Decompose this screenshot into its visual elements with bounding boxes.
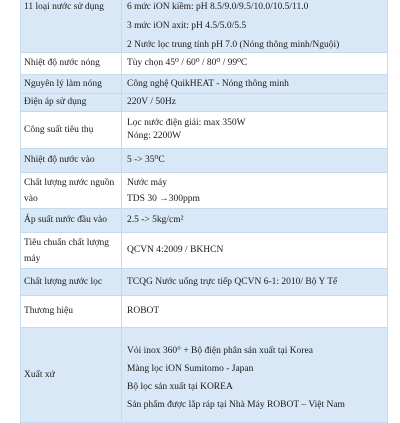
row-label: Nguyên lý làm nóng	[21, 75, 122, 94]
spec-table	[20, 0, 388, 423]
row-label: Thương hiệu	[21, 296, 122, 328]
row-value	[122, 75, 388, 94]
value-line: 3 mức iON axit: pH 4.5/5.0/5.5	[127, 21, 247, 31]
row-value	[122, 94, 388, 112]
row-value	[122, 112, 388, 149]
row-value	[122, 328, 388, 423]
value-line: Công nghệ QuikHEAT - Nóng thông minh	[127, 78, 289, 89]
table-row	[21, 173, 388, 209]
row-value	[122, 0, 388, 53]
table-row	[21, 94, 388, 112]
value-line: Vỏi inox 360° + Bộ điện phân sản xuất tại Korea	[127, 346, 313, 356]
table-row	[21, 75, 388, 94]
value-line: Nước máy	[127, 177, 167, 188]
table-row	[21, 149, 388, 173]
row-label: Xuất xứ	[21, 328, 122, 423]
value-line: 2.5 -> 5kg/cm²	[127, 215, 184, 225]
label-line: Tiêu chuẩn chất lượng	[24, 237, 110, 248]
label-line: Chất lượng nước nguồn	[24, 177, 115, 188]
table-row	[21, 296, 388, 328]
table-row	[21, 209, 388, 233]
label-line: máy	[24, 253, 41, 264]
row-value	[122, 173, 388, 209]
value-line: 2 Nước lọc trung tính pH 7.0 (Nóng thông minh/Nguội)	[127, 40, 340, 50]
table-row	[21, 53, 388, 75]
row-label: Nhiệt độ nước nóng	[21, 53, 122, 75]
row-value	[122, 209, 388, 233]
value-line: TCQG Nước uống trực tiếp QCVN 6-1: 2010/ Bộ Y Tế	[127, 276, 338, 287]
row-value	[122, 269, 388, 296]
table-row	[21, 233, 388, 269]
value-line: Bộ lọc sản xuất tại KOREA	[127, 382, 233, 392]
row-value	[122, 296, 388, 328]
value-line: Màng lọc iON Sumitomo - Japan	[127, 364, 254, 374]
row-value	[122, 149, 388, 173]
value-line: ROBOT	[127, 306, 160, 316]
row-label: Công suất tiêu thụ	[21, 112, 122, 149]
row-label: Nhiệt độ nước vào	[21, 149, 122, 173]
table-row	[21, 328, 388, 423]
row-label	[21, 233, 122, 269]
row-label: Điện áp sử dụng	[21, 94, 122, 112]
label-line: vào	[24, 193, 38, 204]
table-row	[21, 269, 388, 296]
value-line: TDS 30 →300ppm	[127, 193, 200, 204]
value-line: Lọc nước điện giải: max 350W	[127, 118, 246, 128]
value-line: QCVN 4:2009 / BKHCN	[127, 245, 224, 255]
value-line: 5 -> 35⁰C	[127, 155, 165, 165]
row-label: Áp suất nước đầu vào	[21, 209, 122, 233]
table-row	[21, 112, 388, 149]
table-row	[21, 0, 388, 53]
value-line: 6 mức iON kiềm: pH 8.5/9.0/9.5/10.0/10.5/11.0	[127, 2, 309, 12]
value-line: Tùy chọn 45⁰ / 60⁰ / 80⁰ / 99⁰C	[127, 58, 248, 68]
value-line: Sản phẩm được lắp ráp tại Nhà Máy ROBOT – Việt Nam	[127, 400, 345, 410]
row-label: 11 loại nước sử dụng	[21, 0, 122, 53]
value-line: Nóng: 2200W	[127, 131, 182, 141]
row-value	[122, 233, 388, 269]
value-line: 220V / 50Hz	[127, 97, 176, 107]
row-label	[21, 173, 122, 209]
row-value	[122, 53, 388, 75]
row-label: Chất lượng nước lọc	[21, 269, 122, 296]
